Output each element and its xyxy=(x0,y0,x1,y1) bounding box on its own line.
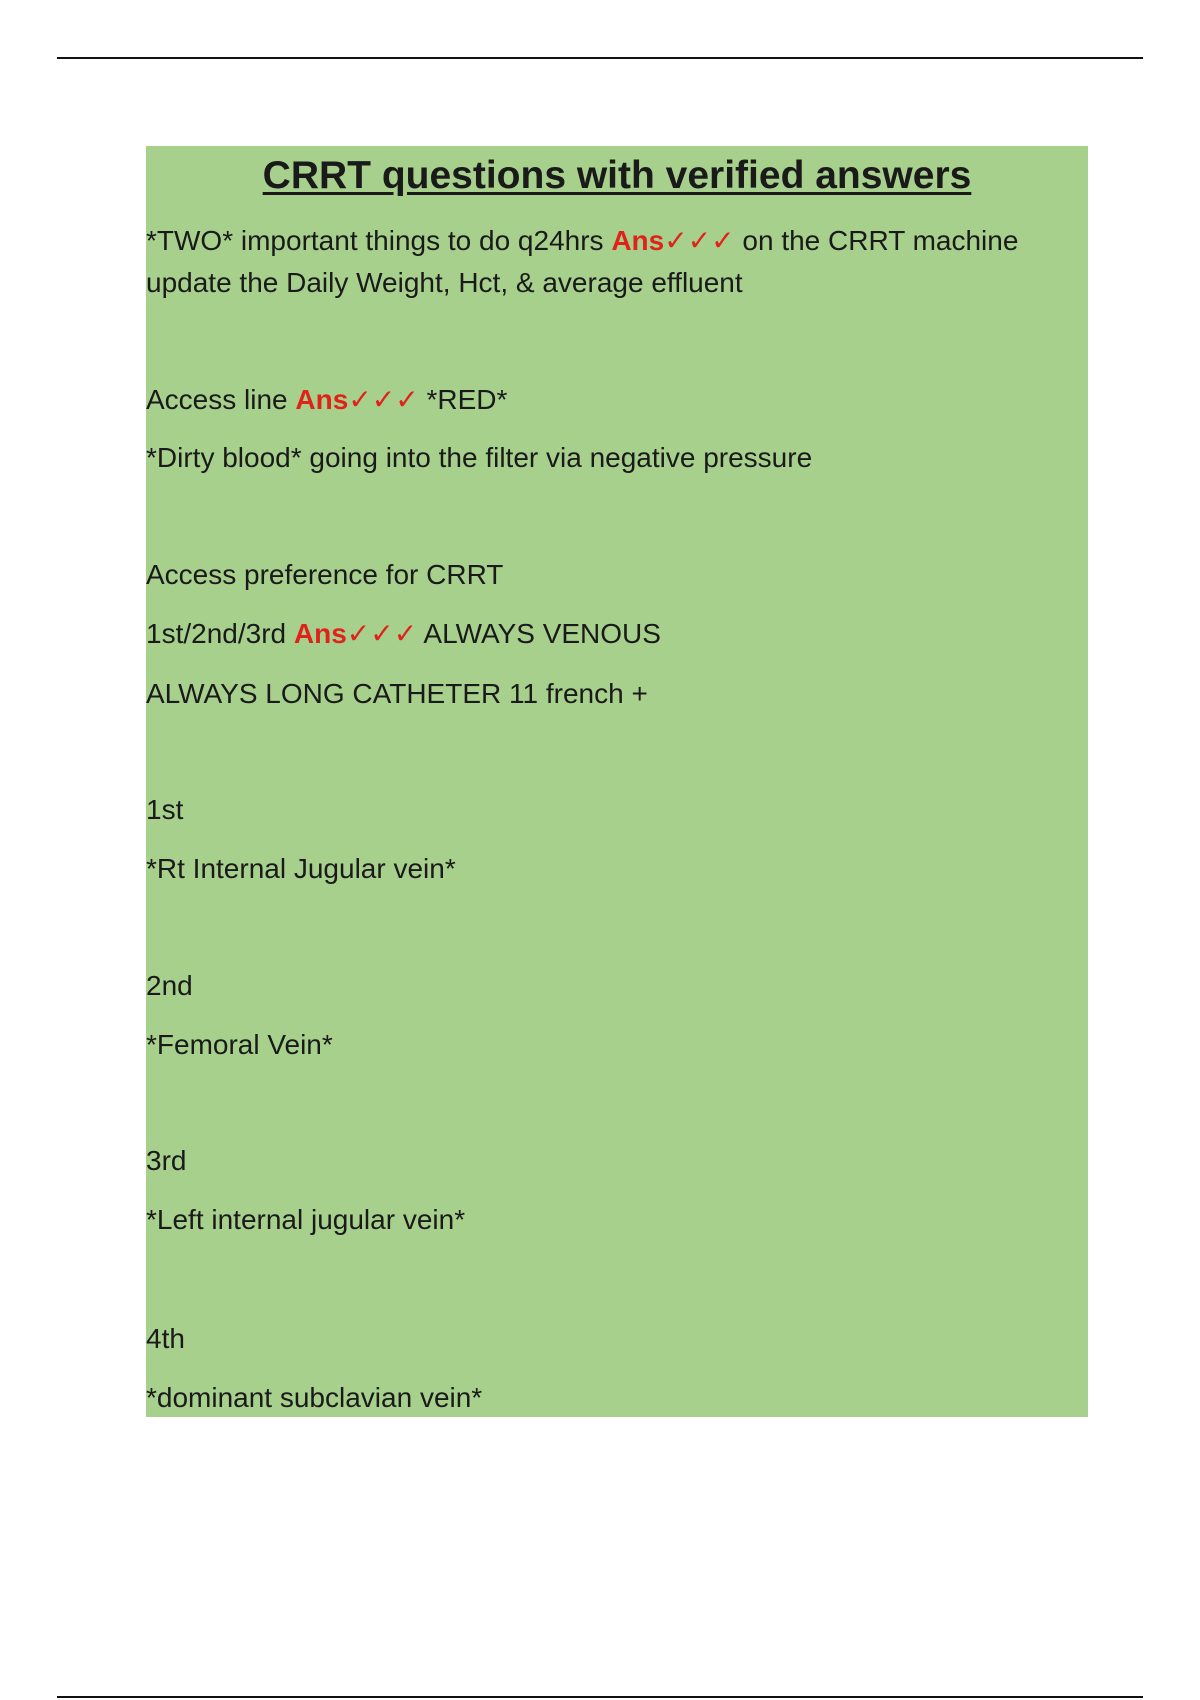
access-rank: 4th xyxy=(146,1323,185,1354)
answer-label: Ans xyxy=(295,384,349,415)
question-3-answer: ALWAYS VENOUS xyxy=(417,618,661,649)
header-rule xyxy=(57,57,1143,59)
question-2-answer: *RED* xyxy=(418,384,508,415)
question-1-answer-line: update the Daily Weight, Hct, & average effluent xyxy=(146,267,743,298)
question-3-heading: Access preference for CRRT xyxy=(146,559,504,590)
question-1-text: *TWO* important things to do q24hrs xyxy=(146,225,612,256)
access-rank: 3rd xyxy=(146,1145,187,1176)
answer-label: Ans xyxy=(611,225,665,256)
access-rank: 1st xyxy=(146,794,184,825)
access-site: *Rt Internal Jugular vein* xyxy=(146,853,456,884)
document-content-box xyxy=(146,146,1088,1417)
checkmark-icon: ✓✓✓ xyxy=(346,618,418,649)
access-rank: 2nd xyxy=(146,970,193,1001)
question-3-line xyxy=(146,613,661,655)
question-2-line xyxy=(146,379,507,421)
question-1-line xyxy=(146,220,1018,262)
question-2-answer-line: *Dirty blood* going into the filter via negative pressure xyxy=(146,442,813,473)
access-site: *Left internal jugular vein* xyxy=(146,1204,466,1235)
footer-rule xyxy=(57,1696,1143,1698)
document-title: CRRT questions with verified answers xyxy=(262,154,972,197)
question-2-text: Access line xyxy=(146,384,296,415)
access-site: *dominant subclavian vein* xyxy=(146,1382,483,1413)
checkmark-icon: ✓✓✓ xyxy=(348,384,419,415)
answer-label: Ans xyxy=(293,618,347,649)
checkmark-icon: ✓✓✓ xyxy=(664,225,735,256)
question-1-answer-start: on the CRRT machine xyxy=(734,225,1019,256)
question-3-text: 1st/2nd/3rd xyxy=(146,618,294,649)
question-3-catheter-line: ALWAYS LONG CATHETER 11 french + xyxy=(146,678,648,709)
access-site: *Femoral Vein* xyxy=(146,1029,333,1060)
